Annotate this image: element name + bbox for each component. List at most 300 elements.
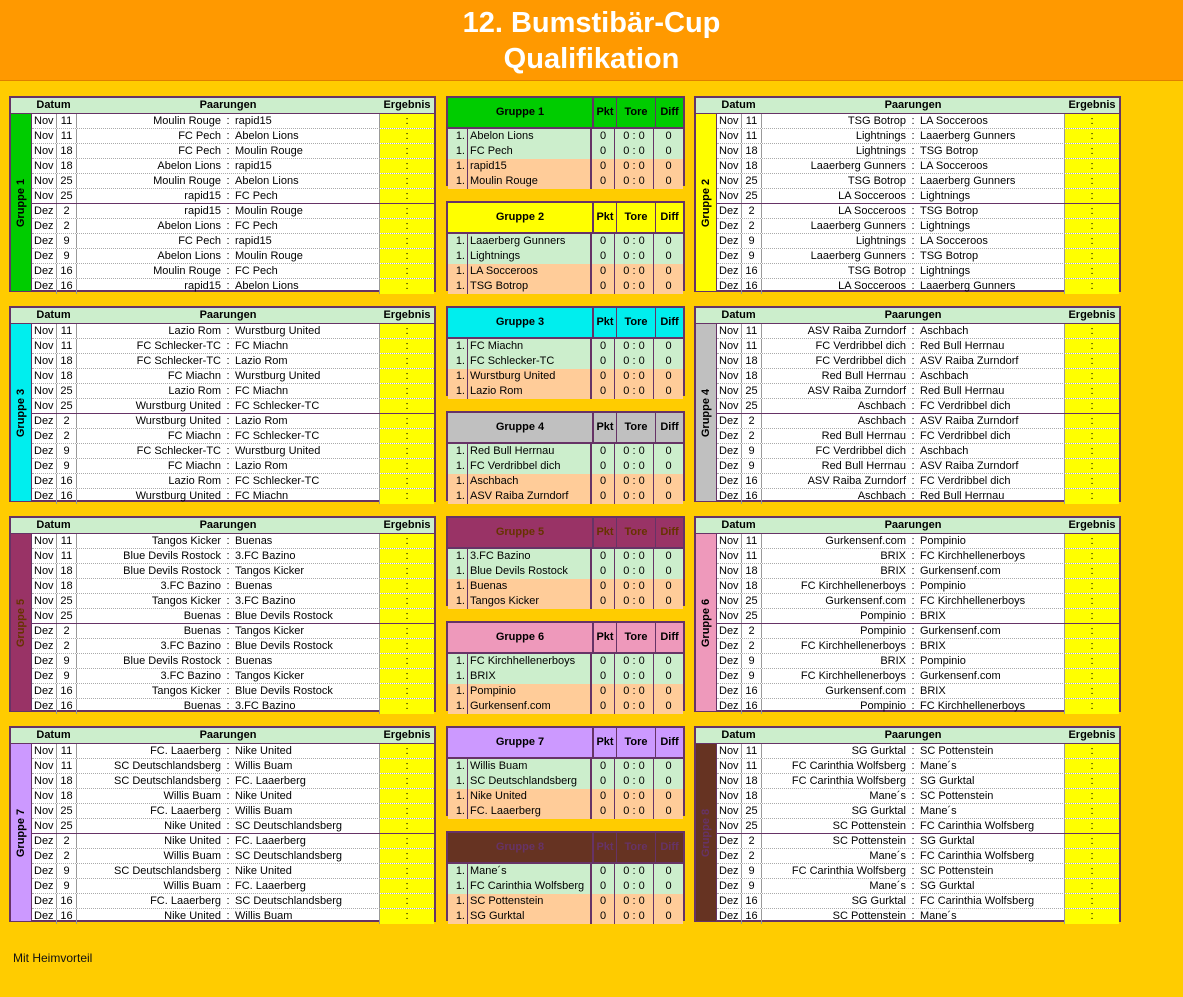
home-team: ASV Raiba Zurndorf	[807, 385, 906, 397]
home-team: Pompinio	[860, 625, 906, 637]
match-rows	[717, 114, 1119, 291]
standings-diff: 0	[665, 880, 672, 892]
match-month: Dez	[717, 264, 742, 278]
result-cell[interactable]: :	[379, 414, 434, 428]
match-day: 25	[57, 609, 77, 623]
standings-diff: 0	[665, 280, 672, 292]
match-day: 18	[742, 774, 762, 788]
standings-diff: 0	[665, 235, 672, 247]
match-rows	[32, 534, 434, 711]
header-ergebnis: Ergebnis	[1068, 99, 1116, 111]
match-separator: :	[911, 235, 915, 247]
match-row	[717, 834, 1119, 849]
match-row	[717, 819, 1119, 834]
standings-table-5	[446, 516, 685, 606]
result-cell[interactable]: :	[1064, 279, 1119, 294]
match-table-header	[11, 728, 434, 744]
header-pkt: Pkt	[594, 203, 617, 232]
match-month: Nov	[32, 339, 57, 353]
home-team: Red Bull Herrnau	[821, 430, 906, 442]
home-team: Willis Buam	[163, 790, 221, 802]
result-cell[interactable]: :	[379, 249, 434, 263]
group-side-label-text: Gruppe 5	[15, 598, 27, 647]
result-cell[interactable]: :	[379, 624, 434, 638]
match-row	[32, 639, 434, 654]
match-separator: :	[911, 775, 915, 787]
result-cell[interactable]: :	[1064, 174, 1119, 188]
result-cell[interactable]: :	[1064, 789, 1119, 803]
standings-team: LA Socceroos	[468, 264, 592, 279]
match-row	[717, 249, 1119, 264]
result-cell[interactable]: :	[1064, 699, 1119, 714]
result-cell[interactable]: :	[379, 594, 434, 608]
result-cell[interactable]: :	[1064, 609, 1119, 623]
result-cell[interactable]: :	[379, 384, 434, 398]
match-rows	[32, 744, 434, 921]
match-row	[717, 489, 1119, 504]
match-day: 16	[742, 699, 762, 714]
result-cell[interactable]: :	[1064, 204, 1119, 218]
result-cell[interactable]: :	[379, 654, 434, 668]
match-day: 25	[742, 174, 762, 188]
match-separator: :	[226, 130, 230, 142]
away-team: Aschbach	[920, 325, 969, 337]
result-cell[interactable]: :	[1064, 579, 1119, 593]
match-separator: :	[911, 805, 915, 817]
standings-pkt: 0	[592, 264, 615, 279]
match-month: Nov	[32, 534, 57, 548]
result-cell[interactable]: :	[1064, 234, 1119, 248]
standings-tore: 0 : 0	[615, 879, 654, 894]
match-day: 18	[57, 789, 77, 803]
result-cell[interactable]: :	[379, 699, 434, 714]
result-cell[interactable]: :	[1064, 879, 1119, 893]
standings-tore: 0 : 0	[615, 174, 654, 189]
result-cell[interactable]: :	[379, 489, 434, 504]
match-month: Dez	[32, 414, 57, 428]
result-cell[interactable]: :	[379, 279, 434, 294]
standings-place: 1.	[448, 759, 468, 774]
result-cell[interactable]: :	[379, 579, 434, 593]
away-team: Pompinio	[920, 580, 966, 592]
home-team: FC Miachn	[167, 430, 221, 442]
match-month: Nov	[32, 594, 57, 608]
standings-pkt: 0	[592, 384, 615, 399]
result-cell[interactable]: :	[1064, 429, 1119, 443]
match-separator: :	[911, 910, 915, 922]
standings-pkt: 0	[592, 804, 615, 819]
result-cell[interactable]: :	[379, 864, 434, 878]
standings-table-4	[446, 411, 685, 501]
result-cell[interactable]: :	[1064, 774, 1119, 788]
result-cell[interactable]: :	[1064, 219, 1119, 233]
result-cell[interactable]: :	[1064, 114, 1119, 128]
result-cell[interactable]: :	[379, 399, 434, 413]
result-cell[interactable]: :	[1064, 129, 1119, 143]
standings-pkt: 0	[592, 354, 615, 369]
away-team: Laaerberg Gunners	[920, 280, 1016, 292]
home-team: Gurkensenf.com	[825, 535, 906, 547]
standings-team: Mane´s	[468, 864, 592, 879]
standings-row	[448, 909, 683, 924]
result-cell[interactable]: :	[379, 204, 434, 218]
home-team: FC Pech	[178, 130, 221, 142]
match-day: 25	[742, 804, 762, 818]
away-team: Willis Buam	[235, 760, 293, 772]
result-cell[interactable]: :	[379, 174, 434, 188]
match-day: 16	[742, 894, 762, 908]
away-team: Tangos Kicker	[235, 670, 305, 682]
header-paarungen: Paarungen	[199, 309, 257, 321]
standings-tore: 0 : 0	[615, 459, 654, 474]
result-cell[interactable]: :	[379, 684, 434, 698]
standings-group-name: Gruppe 5	[448, 518, 594, 547]
match-row	[32, 459, 434, 474]
result-cell[interactable]: :	[1064, 144, 1119, 158]
result-cell[interactable]: :	[379, 234, 434, 248]
standings-place: 1.	[448, 144, 468, 159]
header-paarungen: Paarungen	[199, 729, 257, 741]
group-side-label-text: Gruppe 3	[15, 388, 27, 437]
match-table-3	[9, 306, 436, 502]
match-day: 25	[57, 594, 77, 608]
match-row	[32, 489, 434, 504]
header-datum: Datum	[36, 99, 71, 111]
away-team: Laaerberg Gunners	[920, 175, 1016, 187]
header-spacer	[696, 518, 716, 533]
home-team: Lazio Rom	[168, 385, 221, 397]
result-cell[interactable]: :	[1064, 684, 1119, 698]
home-team: Lazio Rom	[168, 475, 221, 487]
standings-table-8	[446, 831, 685, 921]
result-cell[interactable]: :	[379, 639, 434, 653]
result-cell[interactable]: :	[1064, 264, 1119, 278]
home-team: FC Schlecker-TC	[136, 355, 221, 367]
result-cell[interactable]: :	[379, 429, 434, 443]
result-cell[interactable]: :	[1064, 534, 1119, 548]
away-team: Pompinio	[920, 535, 966, 547]
match-rows	[717, 324, 1119, 501]
away-team: FC Verdribbel dich	[920, 430, 1011, 442]
standings-pkt: 0	[592, 129, 615, 144]
result-cell[interactable]: :	[379, 909, 434, 924]
match-table-body	[696, 744, 1119, 921]
result-cell[interactable]: :	[379, 444, 434, 458]
match-separator: :	[911, 190, 915, 202]
standings-tore: 0 : 0	[615, 669, 654, 684]
result-cell[interactable]: :	[1064, 159, 1119, 173]
standings-diff: 0	[665, 910, 672, 922]
home-team: LA Socceroos	[838, 190, 906, 202]
match-separator: :	[226, 190, 230, 202]
result-cell[interactable]: :	[1064, 369, 1119, 383]
match-row	[32, 894, 434, 909]
result-cell[interactable]: :	[379, 834, 434, 848]
home-team: rapid15	[184, 190, 221, 202]
standings-place: 1.	[448, 549, 468, 564]
result-cell[interactable]: :	[1064, 804, 1119, 818]
match-day: 25	[57, 399, 77, 413]
result-cell[interactable]: :	[1064, 489, 1119, 504]
match-row	[32, 249, 434, 264]
result-cell[interactable]: :	[379, 534, 434, 548]
standings-tore: 0 : 0	[615, 564, 654, 579]
group-side-label-text: Gruppe 1	[15, 178, 27, 227]
match-day: 2	[57, 219, 77, 233]
home-team: 3.FC Bazino	[160, 670, 221, 682]
standings-tore: 0 : 0	[615, 444, 654, 459]
result-cell[interactable]: :	[379, 609, 434, 623]
result-cell[interactable]: :	[379, 144, 434, 158]
standings-tore: 0 : 0	[615, 594, 654, 609]
match-rows	[717, 534, 1119, 711]
standings-group-name: Gruppe 8	[448, 833, 594, 862]
result-cell[interactable]: :	[379, 219, 434, 233]
result-cell[interactable]: :	[1064, 759, 1119, 773]
standings-place: 1.	[448, 369, 468, 384]
standings-pkt: 0	[592, 759, 615, 774]
match-day: 11	[742, 114, 762, 128]
result-cell[interactable]: :	[379, 759, 434, 773]
result-cell[interactable]: :	[379, 369, 434, 383]
match-month: Dez	[717, 879, 742, 893]
result-cell[interactable]: :	[1064, 819, 1119, 833]
match-day: 16	[57, 699, 77, 714]
match-month: Nov	[32, 144, 57, 158]
match-row	[717, 459, 1119, 474]
match-day: 25	[57, 384, 77, 398]
match-month: Nov	[717, 774, 742, 788]
match-day: 2	[742, 204, 762, 218]
match-separator: :	[911, 280, 915, 292]
standings-header	[448, 308, 683, 339]
match-day: 25	[742, 384, 762, 398]
away-team: LA Socceroos	[920, 160, 988, 172]
match-day: 2	[57, 639, 77, 653]
home-team: Red Bull Herrnau	[821, 370, 906, 382]
away-team: Mane´s	[920, 910, 957, 922]
match-separator: :	[911, 895, 915, 907]
away-team: FC. Laaerberg	[235, 835, 306, 847]
home-team: FC Pech	[178, 145, 221, 157]
standings-diff: 0	[665, 565, 672, 577]
result-cell[interactable]: :	[1064, 249, 1119, 263]
standings-group-name: Gruppe 7	[448, 728, 594, 757]
header-datum: Datum	[721, 309, 756, 321]
match-day: 16	[57, 684, 77, 698]
result-cell[interactable]: :	[379, 894, 434, 908]
match-day: 11	[742, 129, 762, 143]
away-team: Wurstburg United	[235, 445, 321, 457]
result-cell[interactable]: :	[1064, 834, 1119, 848]
result-cell[interactable]: :	[379, 789, 434, 803]
away-team: FC Verdribbel dich	[920, 475, 1011, 487]
match-separator: :	[226, 670, 230, 682]
home-team: rapid15	[184, 280, 221, 292]
match-day: 11	[57, 339, 77, 353]
home-team: FC Verdribbel dich	[815, 340, 906, 352]
result-cell[interactable]: :	[379, 129, 434, 143]
result-cell[interactable]: :	[379, 189, 434, 203]
standings-header	[448, 728, 683, 759]
standings-tore: 0 : 0	[615, 129, 654, 144]
match-month: Dez	[32, 489, 57, 504]
match-row	[32, 369, 434, 384]
away-team: Lightnings	[920, 265, 971, 277]
match-table-header	[11, 518, 434, 534]
result-cell[interactable]: :	[1064, 324, 1119, 338]
standings-team: Abelon Lions	[468, 129, 592, 144]
result-cell[interactable]: :	[379, 459, 434, 473]
result-cell[interactable]: :	[379, 159, 434, 173]
result-cell[interactable]: :	[1064, 459, 1119, 473]
home-team: Willis Buam	[163, 880, 221, 892]
away-team: SC Deutschlandsberg	[235, 820, 343, 832]
standings-header	[448, 623, 683, 654]
standings-team: Gurkensenf.com	[468, 699, 592, 714]
home-team: Pompinio	[860, 700, 906, 712]
result-cell[interactable]: :	[1064, 399, 1119, 413]
result-cell[interactable]: :	[379, 339, 434, 353]
match-day: 9	[57, 654, 77, 668]
result-cell[interactable]: :	[1064, 909, 1119, 924]
match-month: Dez	[32, 624, 57, 638]
away-team: ASV Raiba Zurndorf	[920, 460, 1019, 472]
home-team: FC Pech	[178, 235, 221, 247]
match-month: Nov	[717, 399, 742, 413]
match-row	[32, 159, 434, 174]
result-cell[interactable]: :	[1064, 474, 1119, 488]
home-team: SG Gurktal	[851, 895, 906, 907]
result-cell[interactable]: :	[1064, 444, 1119, 458]
away-team: 3.FC Bazino	[235, 700, 296, 712]
match-day: 16	[57, 474, 77, 488]
match-separator: :	[226, 835, 230, 847]
standings-table-1	[446, 96, 685, 186]
result-cell[interactable]: :	[379, 474, 434, 488]
result-cell[interactable]: :	[1064, 384, 1119, 398]
match-month: Dez	[717, 669, 742, 683]
result-cell[interactable]: :	[1064, 564, 1119, 578]
header-tore: Tore	[617, 623, 656, 652]
match-month: Nov	[717, 129, 742, 143]
result-cell[interactable]: :	[379, 849, 434, 863]
standings-tore: 0 : 0	[615, 774, 654, 789]
standings-team: TSG Botrop	[468, 279, 592, 294]
match-row	[32, 759, 434, 774]
standings-team: FC Verdribbel dich	[468, 459, 592, 474]
result-cell[interactable]: :	[1064, 849, 1119, 863]
result-cell[interactable]: :	[1064, 189, 1119, 203]
standings-row	[448, 249, 683, 264]
match-table-body	[696, 534, 1119, 711]
away-team: FC Pech	[235, 220, 278, 232]
match-row	[717, 789, 1119, 804]
match-row	[717, 669, 1119, 684]
result-cell[interactable]: :	[379, 669, 434, 683]
home-team: Tangos Kicker	[151, 685, 221, 697]
standings-place: 1.	[448, 774, 468, 789]
match-month: Dez	[32, 684, 57, 698]
match-day: 16	[57, 909, 77, 924]
result-cell[interactable]: :	[379, 819, 434, 833]
standings-diff: 0	[665, 760, 672, 772]
match-row	[717, 189, 1119, 204]
group-side-label	[11, 114, 32, 291]
result-cell[interactable]: :	[379, 744, 434, 758]
result-cell[interactable]: :	[1064, 639, 1119, 653]
away-team: Tangos Kicker	[235, 565, 305, 577]
match-month: Nov	[717, 189, 742, 203]
match-row	[32, 744, 434, 759]
result-cell[interactable]: :	[1064, 624, 1119, 638]
standings-place: 1.	[448, 789, 468, 804]
match-row	[717, 369, 1119, 384]
match-month: Nov	[32, 399, 57, 413]
match-month: Nov	[717, 324, 742, 338]
match-month: Dez	[32, 834, 57, 848]
result-cell[interactable]: :	[379, 564, 434, 578]
match-separator: :	[911, 550, 915, 562]
result-cell[interactable]: :	[379, 549, 434, 563]
match-table-7	[9, 726, 436, 922]
result-cell[interactable]: :	[1064, 339, 1119, 353]
result-cell[interactable]: :	[1064, 744, 1119, 758]
result-cell[interactable]: :	[379, 354, 434, 368]
header-ergebnis: Ergebnis	[1068, 519, 1116, 531]
match-separator: :	[226, 895, 230, 907]
result-cell[interactable]: :	[379, 324, 434, 338]
match-separator: :	[911, 535, 915, 547]
match-day: 25	[742, 399, 762, 413]
result-cell[interactable]: :	[379, 264, 434, 278]
match-row	[32, 849, 434, 864]
match-month: Dez	[32, 444, 57, 458]
result-cell[interactable]: :	[1064, 864, 1119, 878]
standings-team: FC. Laaerberg	[468, 804, 592, 819]
result-cell[interactable]: :	[1064, 669, 1119, 683]
result-cell[interactable]: :	[379, 774, 434, 788]
result-cell[interactable]: :	[379, 804, 434, 818]
result-cell[interactable]: :	[1064, 894, 1119, 908]
home-team: Wurstburg United	[135, 400, 221, 412]
match-month: Dez	[32, 654, 57, 668]
result-cell[interactable]: :	[1064, 594, 1119, 608]
match-month: Dez	[32, 234, 57, 248]
home-team: FC Carinthia Wolfsberg	[791, 760, 906, 772]
match-separator: :	[911, 655, 915, 667]
match-separator: :	[911, 745, 915, 757]
match-day: 2	[57, 204, 77, 218]
match-table-4	[694, 306, 1121, 502]
match-separator: :	[226, 550, 230, 562]
match-day: 9	[57, 234, 77, 248]
result-cell[interactable]: :	[1064, 354, 1119, 368]
match-day: 16	[742, 909, 762, 924]
match-month: Nov	[32, 114, 57, 128]
match-separator: :	[911, 610, 915, 622]
result-cell[interactable]: :	[379, 114, 434, 128]
header-diff: Diff	[656, 518, 683, 547]
standings-row	[448, 684, 683, 699]
result-cell[interactable]: :	[1064, 654, 1119, 668]
result-cell[interactable]: :	[1064, 414, 1119, 428]
match-month: Dez	[717, 699, 742, 714]
result-cell[interactable]: :	[379, 879, 434, 893]
standings-row	[448, 489, 683, 504]
result-cell[interactable]: :	[1064, 549, 1119, 563]
match-month: Nov	[717, 744, 742, 758]
